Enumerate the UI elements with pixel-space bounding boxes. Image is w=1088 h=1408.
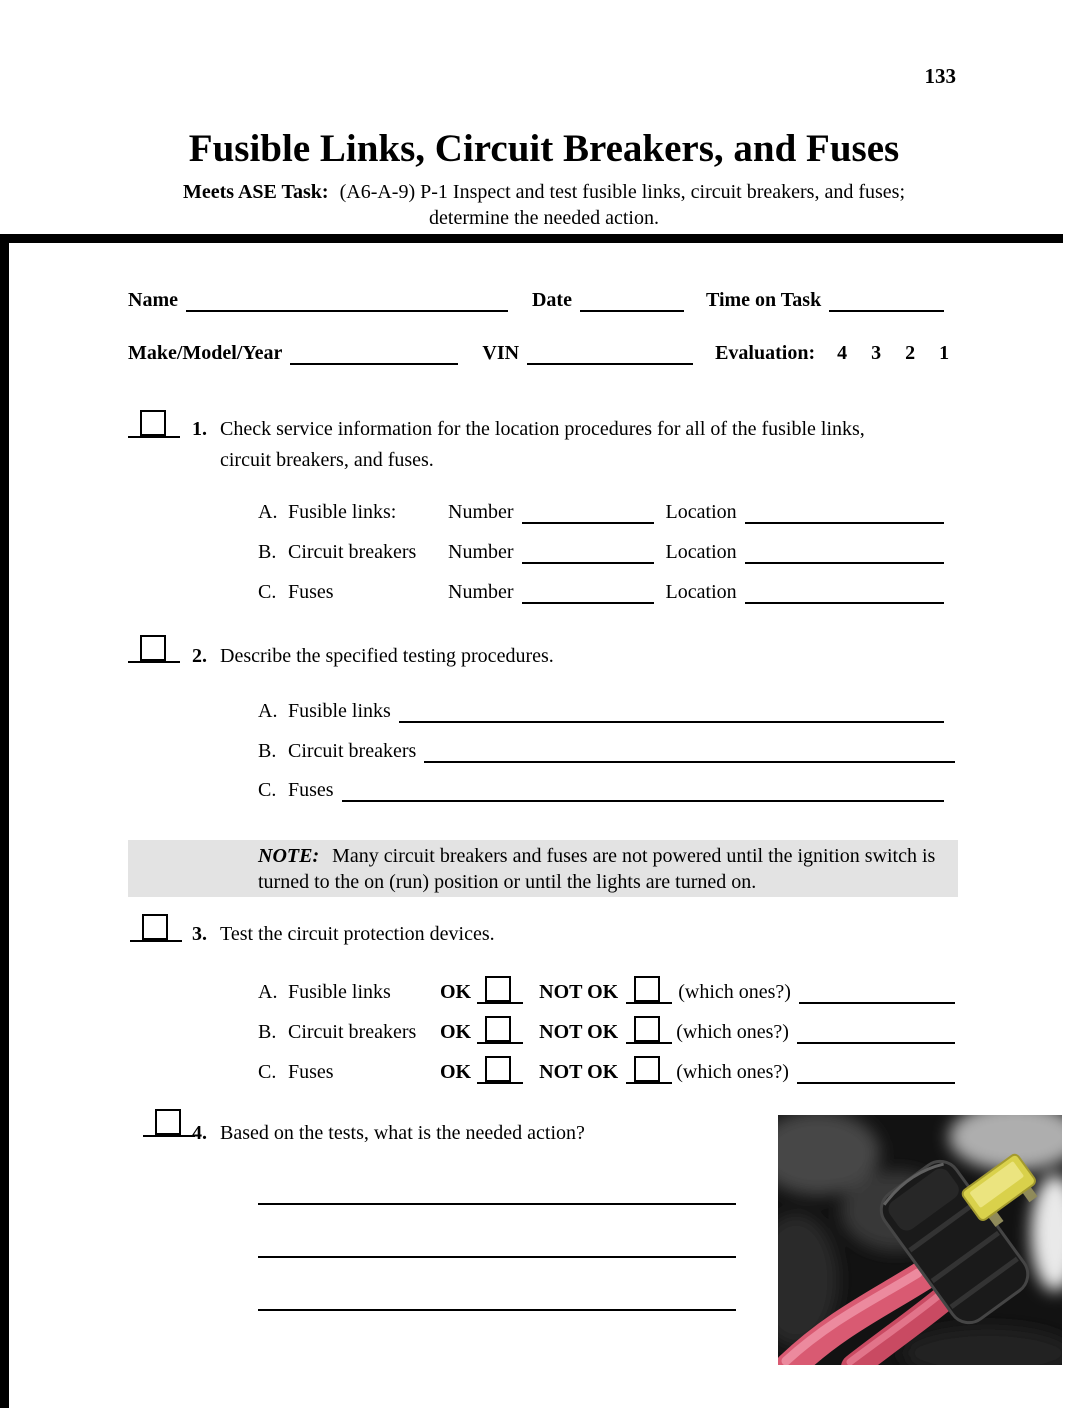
item3-sub-row-a: [258, 968, 955, 1004]
sub-letter: A.: [258, 981, 278, 1003]
ok-checkbox[interactable]: [477, 1048, 523, 1084]
sub-label: Fuses: [288, 1061, 334, 1083]
answer-line-1[interactable]: [258, 1203, 736, 1205]
sub-label: Fusible links: [288, 981, 391, 1003]
ok-label: OK: [440, 981, 472, 1003]
page-number: 133: [924, 64, 956, 88]
make-model-year-label: Make/Model/Year: [128, 342, 283, 364]
item1-number: 1.: [192, 418, 207, 440]
sub-label: Fuses: [288, 779, 334, 801]
answer-line-2[interactable]: [258, 1256, 736, 1258]
note-text: Many circuit breakers and fuses are not powered until the ignition switch is turned to the on (run) position or until the lights are turned on.: [258, 845, 936, 893]
fuse-photo-svg: [778, 1115, 1062, 1365]
name-field-line[interactable]: [186, 286, 508, 312]
item4-text: Based on the tests, what is the needed action?: [220, 1122, 585, 1144]
answer-field-line[interactable]: [399, 697, 944, 723]
location-label: Location: [665, 581, 737, 603]
task4-checkbox[interactable]: [143, 1105, 195, 1137]
item2-number: 2.: [192, 645, 207, 667]
location-label: Location: [665, 541, 737, 563]
ok-checkbox[interactable]: [477, 1008, 523, 1044]
item3-sub-row-b: [258, 1008, 955, 1044]
header-rule: [0, 234, 1063, 243]
number-field-line[interactable]: [522, 578, 654, 604]
sub-letter: A.: [258, 501, 278, 523]
which-ones-field-line[interactable]: [797, 1048, 955, 1084]
answer-line-3[interactable]: [258, 1309, 736, 1311]
vin-field-line[interactable]: [527, 339, 693, 365]
number-label: Number: [448, 541, 514, 563]
sub-letter: A.: [258, 700, 278, 722]
location-field-line[interactable]: [745, 578, 944, 604]
checkbox-square: [485, 976, 511, 1002]
location-label: Location: [665, 501, 737, 523]
not-ok-label: NOT OK: [539, 1061, 619, 1083]
sub-letter: B.: [258, 1021, 277, 1043]
checkbox-square: [634, 976, 660, 1002]
not-ok-checkbox[interactable]: [626, 1048, 672, 1084]
item1-text-line2: circuit breakers, and fuses.: [220, 449, 434, 471]
item1-sub-row-c: [258, 578, 944, 604]
checkbox-square: [140, 635, 166, 661]
sub-letter: C.: [258, 1061, 277, 1083]
sub-label: Circuit breakers: [288, 740, 417, 762]
vehicle-row: [128, 339, 956, 365]
evaluation-score-2: 2: [905, 342, 916, 364]
sub-label: Circuit breakers: [288, 541, 417, 563]
item1-sub-row-b: [258, 538, 944, 564]
number-field-line[interactable]: [522, 498, 654, 524]
which-ones-label: (which ones?): [678, 981, 791, 1003]
checkbox-square: [140, 410, 166, 436]
sub-letter: C.: [258, 779, 277, 801]
checkbox-square: [485, 1016, 511, 1042]
ok-label: OK: [440, 1061, 472, 1083]
task3-checkbox[interactable]: [130, 910, 182, 942]
note-box: [128, 840, 958, 897]
item4-number: 4.: [192, 1122, 207, 1144]
item2-sub-row-b: [258, 737, 955, 763]
not-ok-label: NOT OK: [539, 1021, 619, 1043]
which-ones-field-line[interactable]: [797, 1008, 955, 1044]
checkbox-square: [155, 1109, 181, 1135]
sub-label: Fusible links: [288, 700, 391, 722]
item1-text-line1: Check service information for the location procedures for all of the fusible links,: [220, 418, 865, 440]
number-label: Number: [448, 501, 514, 523]
item1-sub-row-a: [258, 498, 944, 524]
sub-letter: B.: [258, 740, 277, 762]
location-field-line[interactable]: [745, 498, 944, 524]
ase-task-text: (A6-A-9) P-1 Inspect and test fusible links, circuit breakers, and fuses;: [339, 181, 905, 203]
evaluation-label: Evaluation:: [715, 342, 816, 364]
not-ok-checkbox[interactable]: [626, 968, 672, 1004]
name-label: Name: [128, 289, 178, 311]
evaluation-score-3: 3: [871, 342, 882, 364]
note-content: [258, 840, 966, 895]
answer-field-line[interactable]: [342, 776, 944, 802]
ase-task-line: [0, 181, 1088, 204]
note-label: NOTE:: [258, 845, 320, 867]
number-label: Number: [448, 581, 514, 603]
sub-letter: B.: [258, 541, 277, 563]
item3-number: 3.: [192, 923, 207, 945]
not-ok-checkbox[interactable]: [626, 1008, 672, 1044]
date-label: Date: [531, 289, 572, 311]
ase-task-line2: determine the needed action.: [429, 207, 659, 229]
page-title: Fusible Links, Circuit Breakers, and Fuses: [188, 127, 900, 170]
sub-label: Fusible links:: [288, 501, 397, 523]
sub-letter: C.: [258, 581, 277, 603]
checkbox-square: [142, 914, 168, 940]
evaluation-score-1: 1: [939, 342, 950, 364]
checkbox-square: [485, 1056, 511, 1082]
time-on-task-label: Time on Task: [705, 289, 822, 311]
sub-label: Fuses: [288, 581, 334, 603]
answer-field-line[interactable]: [424, 737, 955, 763]
ok-label: OK: [440, 1021, 472, 1043]
number-field-line[interactable]: [522, 538, 654, 564]
task2-checkbox[interactable]: [128, 631, 180, 663]
fuse-holder-photo: [778, 1115, 1062, 1365]
item3-text: Test the circuit protection devices.: [220, 923, 495, 945]
which-ones-label: (which ones?): [676, 1061, 789, 1083]
vin-label: VIN: [482, 342, 520, 364]
ase-task-label: Meets ASE Task:: [183, 181, 329, 203]
which-ones-field-line[interactable]: [799, 968, 955, 1004]
ok-checkbox[interactable]: [477, 968, 523, 1004]
item2-sub-row-c: [258, 776, 944, 802]
name-date-row: [128, 286, 944, 312]
time-field-line[interactable]: [829, 286, 944, 312]
make-field-line[interactable]: [290, 339, 458, 365]
checkbox-square: [634, 1056, 660, 1082]
date-field-line[interactable]: [580, 286, 684, 312]
item2-sub-row-a: [258, 697, 944, 723]
which-ones-label: (which ones?): [676, 1021, 789, 1043]
location-field-line[interactable]: [745, 538, 944, 564]
sub-label: Circuit breakers: [288, 1021, 417, 1043]
not-ok-label: NOT OK: [539, 981, 619, 1003]
left-margin-rule: [0, 234, 9, 1408]
item2-text: Describe the specified testing procedures.: [220, 645, 554, 667]
evaluation-score-4: 4: [837, 342, 848, 364]
item3-sub-row-c: [258, 1048, 955, 1084]
checkbox-square: [634, 1016, 660, 1042]
task1-checkbox[interactable]: [128, 406, 180, 438]
